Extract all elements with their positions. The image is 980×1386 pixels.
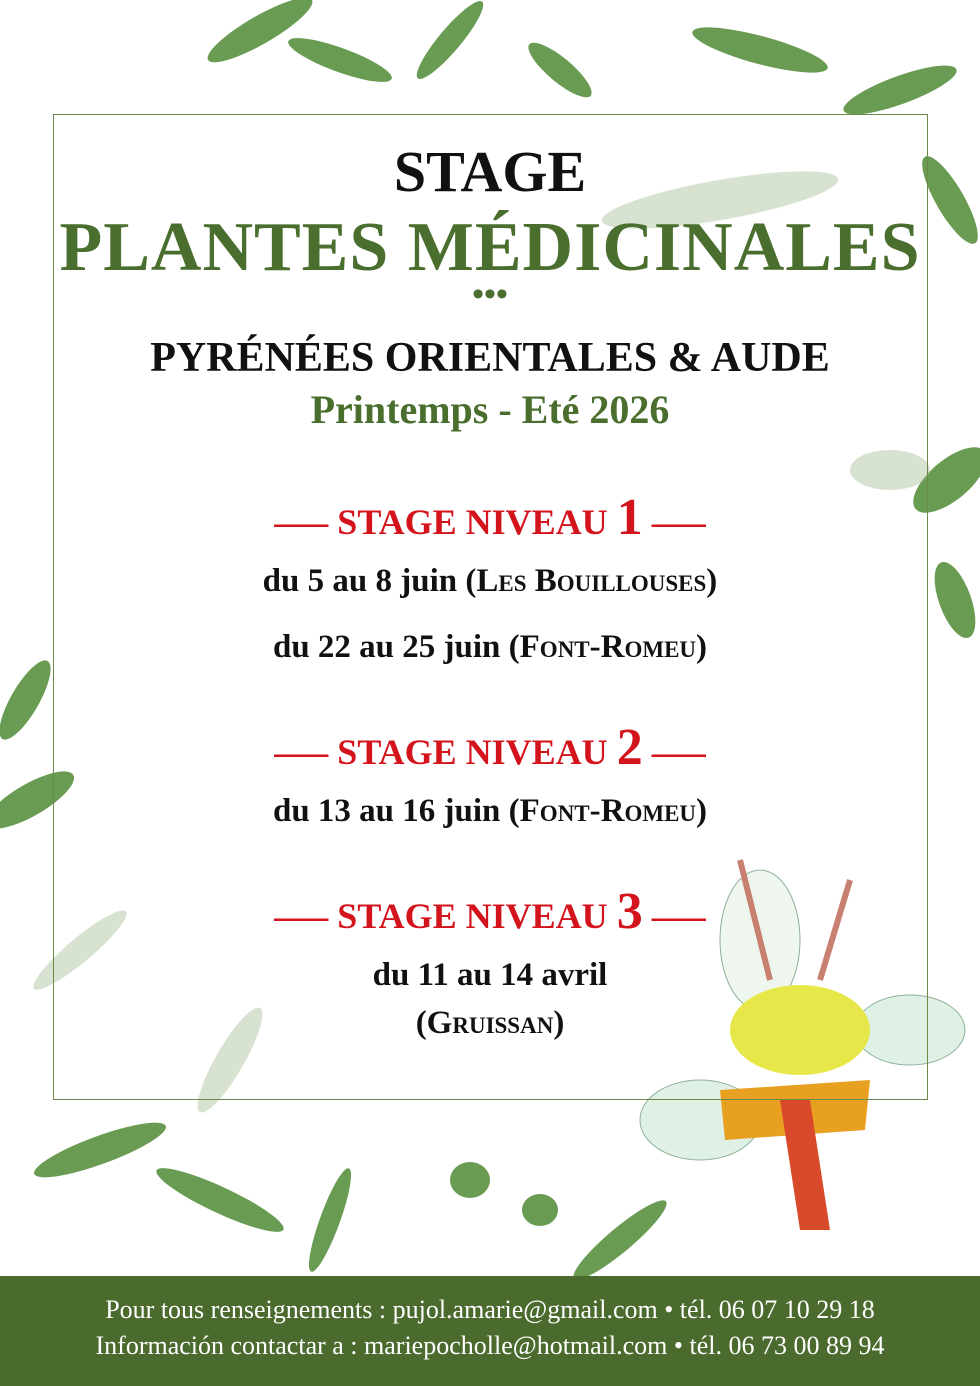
level-suffix: –––: [642, 896, 706, 936]
session-date: [0, 629, 980, 666]
session-place: (Gruissan): [415, 1005, 565, 1041]
session-place: (Font-Romeu): [508, 629, 708, 665]
level-1-heading: [0, 488, 980, 547]
level-number: 1: [616, 489, 643, 546]
level-2-heading: [0, 718, 980, 777]
level-suffix: –––: [642, 502, 706, 542]
session-date: [0, 563, 980, 600]
title-stage: STAGE: [393, 139, 587, 204]
level-number: 2: [616, 719, 643, 776]
region-title: PYRÉNÉES ORIENTALES & AUDE: [150, 335, 830, 381]
level-prefix: ––– STAGE NIVEAU: [274, 896, 617, 936]
session-place: (Font-Romeu): [508, 793, 708, 829]
session-date: [0, 793, 980, 830]
session-date: du 11 au 14 avril: [372, 957, 608, 993]
contact-line-es: Información contactar a : mariepocholle@hotmail.com • tél. 06 73 00 89 94: [95, 1331, 885, 1360]
session-dates: du 22 au 25 juin: [272, 629, 509, 665]
level-3-heading: [0, 882, 980, 941]
level-prefix: ––– STAGE NIVEAU: [274, 732, 617, 772]
session-place: (Les Bouillouses): [465, 563, 718, 599]
level-suffix: –––: [642, 732, 706, 772]
season-title: Printemps - Eté 2026: [310, 387, 670, 432]
contact-footer: [0, 1276, 980, 1386]
separator-dots: •••: [472, 276, 508, 313]
session-dates: du 13 au 16 juin: [272, 793, 509, 829]
contact-line-fr: Pour tous renseignements : pujol.amarie@gmail.com • tél. 06 07 10 29 18: [105, 1295, 875, 1324]
level-prefix: ––– STAGE NIVEAU: [274, 502, 617, 542]
level-number: 3: [616, 883, 643, 940]
title-plantes-medicinales: PLANTES MÉDICINALES: [59, 209, 921, 286]
session-dates: du 5 au 8 juin: [262, 563, 466, 599]
